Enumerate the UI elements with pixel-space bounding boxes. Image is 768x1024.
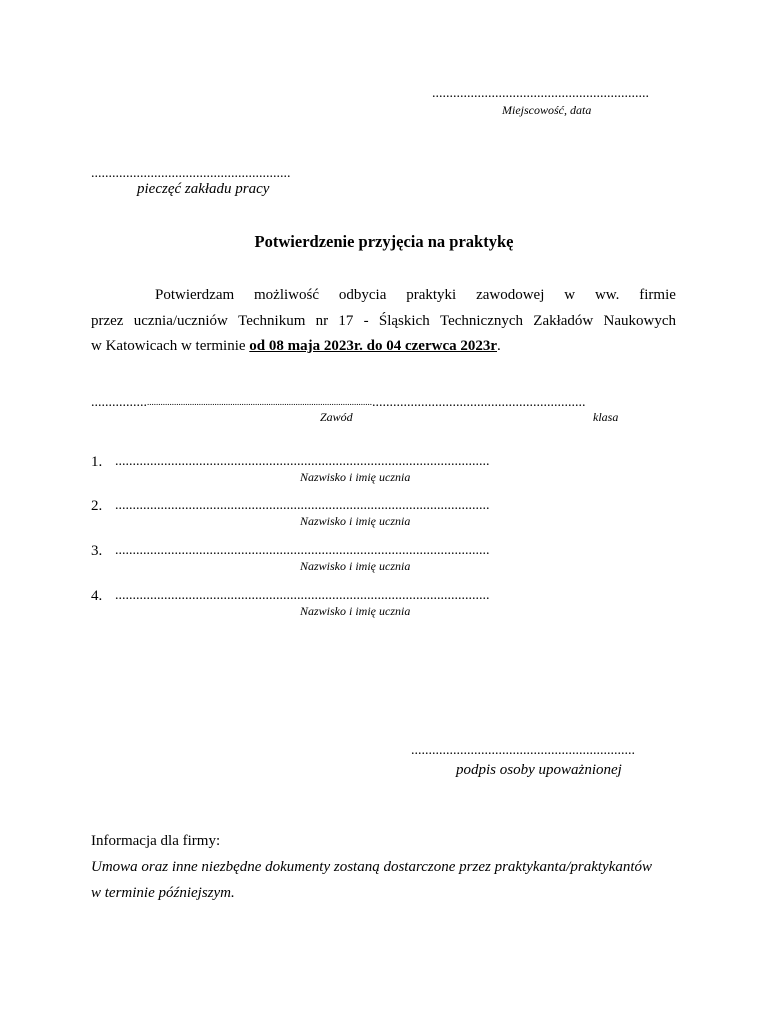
paragraph-word: nr <box>315 312 329 329</box>
paragraph-word: ww. <box>594 287 620 303</box>
profession-class-dotted-line <box>91 395 586 411</box>
paragraph-line-1 <box>91 283 676 309</box>
paragraph-line-3-suffix: . <box>497 338 501 354</box>
paragraph-word: firmie <box>639 287 676 303</box>
signature-caption: podpis osoby upoważnionej <box>456 762 622 778</box>
paragraph-word: - <box>363 312 369 329</box>
paragraph-line-3 <box>91 334 676 360</box>
paragraph-word: Zakładów <box>533 312 594 329</box>
paragraph-word: Potwierdzam <box>155 287 235 303</box>
profession-caption: Zawód <box>320 410 353 424</box>
student-name-caption: Nazwisko i imię ucznia <box>300 514 411 528</box>
student-name-caption: Nazwisko i imię ucznia <box>300 604 411 618</box>
student-name-dotted-line: ........................................................................................................... <box>115 454 490 469</box>
confirmation-paragraph <box>91 283 676 360</box>
internship-dates: od 08 maja 2023r. do 04 czerwca 2023r <box>249 338 498 354</box>
company-stamp-caption: pieczęć zakładu pracy <box>137 181 270 197</box>
student-number: 3. <box>91 543 103 559</box>
paragraph-word: ucznia/uczniów <box>133 312 228 329</box>
info-text-line-1: Umowa oraz inne niezbędne dokumenty zostaną dostarczone przez praktykanta/praktykantów <box>91 859 653 875</box>
paragraph-line-2 <box>91 309 676 335</box>
student-name-caption: Nazwisko i imię ucznia <box>300 470 411 484</box>
student-name-dotted-line: ........................................................................................................... <box>115 588 490 603</box>
student-name-caption: Nazwisko i imię ucznia <box>300 559 411 573</box>
student-name-dotted-line: ........................................................................................................... <box>115 543 490 558</box>
company-stamp-dotted-line: ......................................................... <box>91 166 291 181</box>
paragraph-line-3-prefix: w Katowicach w terminie <box>91 338 250 354</box>
paragraph-word: Naukowych <box>603 312 676 329</box>
student-number: 2. <box>91 498 103 514</box>
student-name-dotted-line: ........................................................................................................... <box>115 498 490 513</box>
paragraph-word: Technikum <box>238 312 306 329</box>
profession-dots-left: ................ <box>91 395 147 410</box>
paragraph-word: możliwość <box>254 287 320 303</box>
info-label: Informacja dla firmy: <box>91 833 221 849</box>
place-date-dotted-line: .............................................................. <box>432 86 649 101</box>
signature-dotted-line: ................................................................ <box>411 743 635 758</box>
profession-dots-right: ............................................................. <box>372 395 586 410</box>
paragraph-word: praktyki <box>406 287 457 303</box>
paragraph-word: Technicznych <box>439 312 524 329</box>
paragraph-word: zawodowej <box>476 287 545 303</box>
paragraph-word: odbycia <box>338 287 387 303</box>
info-text-line-2: w terminie późniejszym. <box>91 885 235 901</box>
paragraph-word: przez <box>91 312 124 329</box>
place-date-caption: Miejscowość, data <box>502 103 592 117</box>
profession-dots-middle: .................................................................................................... <box>147 397 372 407</box>
student-number: 4. <box>91 588 103 604</box>
class-caption: klasa <box>593 410 619 424</box>
paragraph-word: Śląskich <box>378 312 430 329</box>
student-number: 1. <box>91 454 103 470</box>
paragraph-word: w <box>564 287 576 303</box>
paragraph-word: 17 <box>338 312 354 329</box>
page-title: Potwierdzenie przyjęcia na praktykę <box>254 232 514 251</box>
